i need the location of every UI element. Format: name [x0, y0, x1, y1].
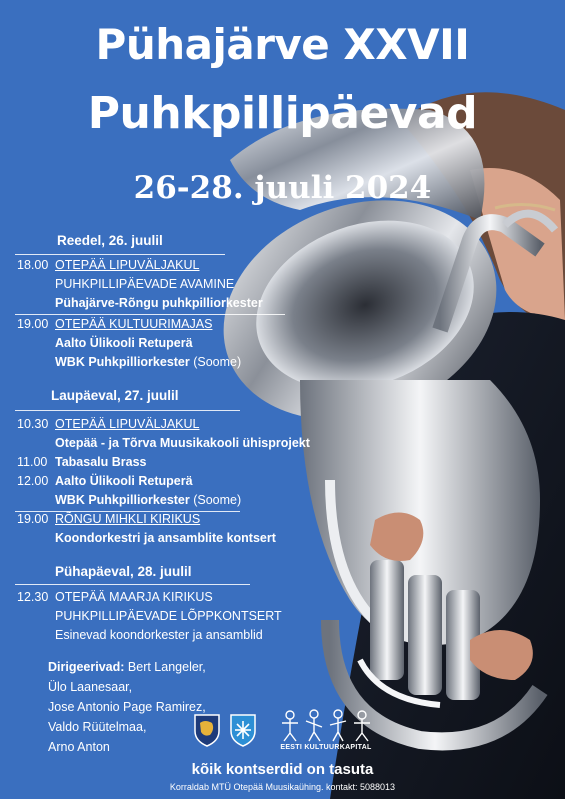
conductors-label: Dirigeerivad [48, 660, 121, 674]
performer-name: WBK Puhkpilliorkester [55, 355, 190, 369]
event-performer: Koondorkestri ja ansamblite kontsert [55, 531, 276, 545]
conductors-line: Dirigeerivad: Bert Langeler, [48, 660, 206, 674]
event-performer: Aalto Ülikooli Retuperä [55, 336, 193, 350]
free-entry-note: kõik kontserdid on tasuta [191, 761, 374, 778]
event-time: 18.00 [17, 258, 49, 272]
event-venue: OTEPÄÄ LIPUVÄLJAKUL [55, 417, 200, 431]
divider [15, 410, 240, 411]
performer-name: WBK Puhkpilliorkester [55, 493, 190, 507]
day-heading-friday: Reedel, 26. juulil [57, 233, 163, 248]
event-time: 19.00 [17, 317, 49, 331]
event-performer: Pühajärve-Rõngu puhkpilliorkester [55, 296, 263, 310]
event-time: 12.30 [17, 590, 49, 604]
divider [15, 584, 250, 585]
performer-country: (Soome) [189, 493, 242, 507]
event-performer-wbk [55, 355, 241, 370]
day-heading-sunday: Pühapäeval, 28. juulil [55, 564, 192, 579]
festival-dates: 26-28. juuli 2024 [133, 170, 432, 206]
festival-title-line2: Puhkpillipäevad [87, 88, 478, 139]
conductor-name: Valdo Rüütelmaa, [48, 720, 147, 734]
performer-country: (Soome) [189, 355, 242, 369]
event-venue: OTEPÄÄ MAARJA KIRIKUS [55, 590, 213, 604]
kulturkapital-logo-icon [276, 705, 376, 745]
event-performer-wbk [55, 493, 241, 508]
event-line: PUHKPILLIPÄEVADE LÕPPKONTSERT [55, 609, 282, 623]
day-heading-saturday: Laupäeval, 27. juulil [51, 388, 179, 403]
event-line: Esinevad koondorkester ja ansamblid [55, 628, 263, 642]
event-time: 19.00 [17, 512, 49, 526]
divider [15, 254, 225, 255]
divider [15, 314, 285, 315]
otepaa-coat-of-arms-icon [193, 713, 221, 747]
festival-title-line1: Pühajärve XXVII [95, 20, 470, 69]
event-venue: OTEPÄÄ LIPUVÄLJAKUL [55, 258, 200, 272]
conductor-name: Jose Antonio Page Ramirez, [48, 700, 206, 714]
event-performer: Otepää - ja Tõrva Muusikakooli ühisprojekt [55, 436, 310, 450]
event-venue: RÕNGU MIHKLI KIRIKUS [55, 512, 201, 526]
snowflake-emblem-icon [229, 713, 257, 747]
event-venue: OTEPÄÄ KULTUURIMAJAS [55, 317, 213, 331]
event-time: 11.00 [17, 455, 48, 469]
conductor-name: Bert Langeler, [127, 660, 206, 674]
conductor-name: Ülo Laanesaar, [48, 680, 133, 694]
sponsor-caption: EESTI KULTUURKAPITAL [280, 744, 372, 751]
event-time: 10.30 [17, 417, 49, 431]
organizer-note: Korraldab MTÜ Otepää Muusikaühing. kontakt: 5088013 [169, 782, 396, 792]
event-performer: Aalto Ülikooli Retuperä [55, 474, 193, 488]
event-performer: Tabasalu Brass [55, 455, 147, 469]
event-time: 12.00 [17, 474, 49, 488]
conductor-name: Arno Anton [48, 740, 110, 754]
event-line: PUHKPILLIPÄEVADE AVAMINE [55, 277, 235, 291]
